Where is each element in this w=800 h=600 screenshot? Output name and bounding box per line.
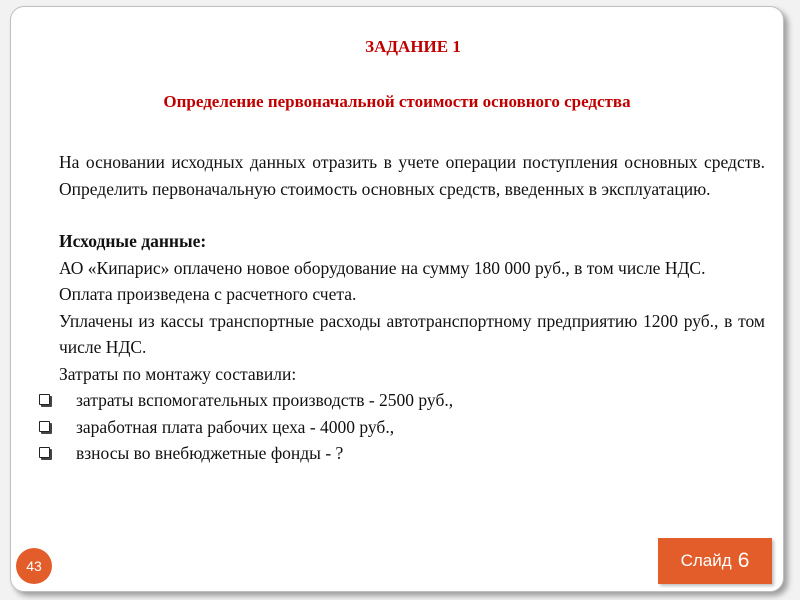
intro-paragraph: На основании исходных данных отразить в учете операции поступления основных средств. Определить первоначальную стоимость основных средств, введенных в эксплуатацию. [59, 152, 765, 199]
data-line-transport: Уплачены из кассы транспортные расходы автотранспортному предприятию 1200 руб., в том числе НДС. [59, 310, 765, 357]
source-data-heading: Исходные данные: [59, 231, 207, 251]
task-subtitle: Определение первоначальной стоимости основного средства [163, 92, 631, 111]
slide-number: 6 [737, 549, 750, 572]
list-item: заработная плата рабочих цеха - 4000 руб., [59, 414, 765, 441]
page-number-badge: 43 [16, 548, 52, 584]
data-line-installation: Затраты по монтажу составили: [59, 363, 297, 384]
data-line-payment: Оплата произведена с расчетного счета. [59, 284, 357, 304]
installation-cost-list [59, 387, 765, 467]
slide-nav-button[interactable] [658, 538, 772, 584]
paragraph-gap [59, 202, 765, 228]
slide-card [10, 6, 784, 592]
task-body [59, 149, 765, 467]
slide-label: Слайд [680, 551, 732, 570]
data-line-purchase: АО «Кипарис» оплачено новое оборудование на сумму 180 000 руб., в том числе НДС. [59, 257, 706, 278]
task-title: ЗАДАНИЕ 1 [365, 37, 461, 56]
list-item: затраты вспомогательных производств - 2500 руб., [59, 387, 765, 414]
list-item: взносы во внебюджетные фонды - ? [59, 440, 765, 467]
